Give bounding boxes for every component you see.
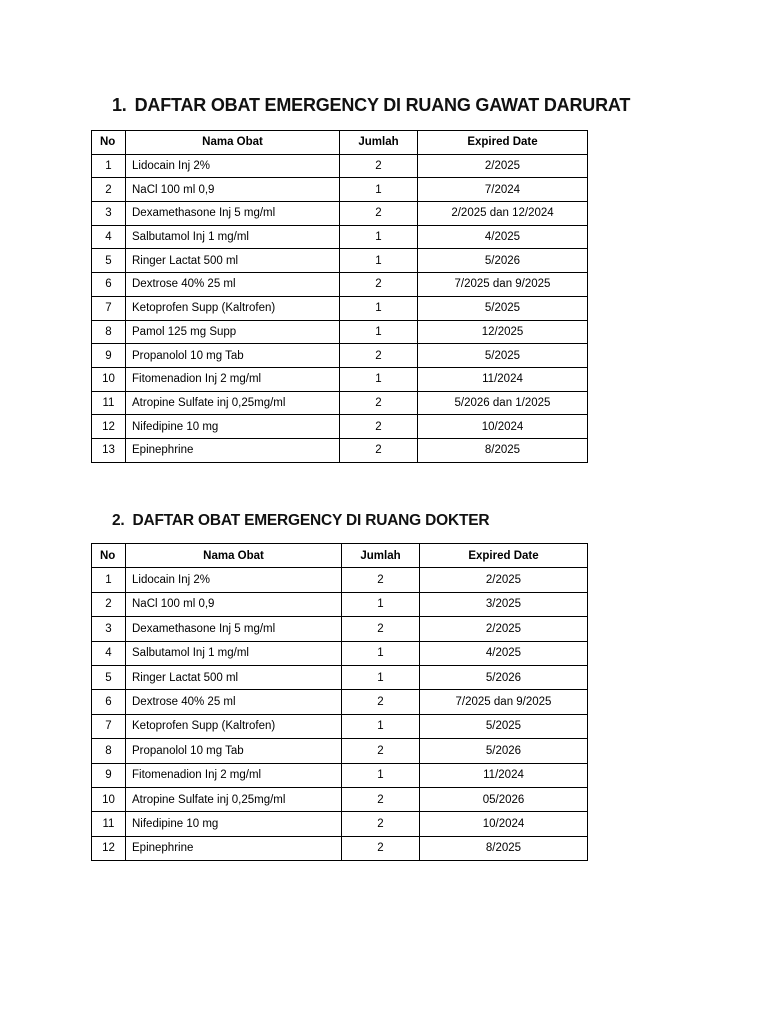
- cell-jumlah: 1: [342, 641, 420, 665]
- cell-nama-obat: Dextrose 40% 25 ml: [126, 273, 340, 297]
- section-1-number: 1.: [112, 95, 127, 115]
- table-row: [92, 617, 588, 641]
- table-row: [92, 787, 588, 811]
- cell-nama-obat: Ringer Lactat 500 ml: [126, 249, 340, 273]
- cell-nama-obat: Epinephrine: [126, 836, 342, 860]
- table-row: [92, 438, 588, 462]
- cell-nama-obat: Fitomenadion Inj 2 mg/ml: [126, 763, 342, 787]
- cell-nama-obat: Nifedipine 10 mg: [126, 812, 342, 836]
- cell-expired-date: 7/2025 dan 9/2025: [418, 273, 588, 297]
- cell-no: 10: [92, 787, 126, 811]
- cell-no: 12: [92, 836, 126, 860]
- cell-nama-obat: Salbutamol Inj 1 mg/ml: [126, 641, 342, 665]
- section-2-heading: DAFTAR OBAT EMERGENCY DI RUANG DOKTER: [132, 512, 490, 529]
- cell-expired-date: 8/2025: [420, 836, 588, 860]
- cell-no: 4: [92, 641, 126, 665]
- header-nama-obat: Nama Obat: [126, 544, 342, 568]
- cell-expired-date: 5/2026 dan 1/2025: [418, 391, 588, 415]
- cell-nama-obat: Lidocain Inj 2%: [126, 568, 342, 592]
- cell-jumlah: 2: [342, 836, 420, 860]
- cell-nama-obat: Dexamethasone Inj 5 mg/ml: [126, 202, 340, 226]
- cell-expired-date: 8/2025: [418, 438, 588, 462]
- cell-no: 12: [92, 415, 126, 439]
- cell-nama-obat: Pamol 125 mg Supp: [126, 320, 340, 344]
- cell-jumlah: 1: [340, 249, 418, 273]
- cell-jumlah: 2: [340, 415, 418, 439]
- cell-no: 9: [92, 344, 126, 368]
- table-row: [92, 391, 588, 415]
- cell-expired-date: 11/2024: [418, 367, 588, 391]
- cell-jumlah: 2: [340, 344, 418, 368]
- table-row: [92, 641, 588, 665]
- cell-jumlah: 2: [342, 617, 420, 641]
- cell-no: 6: [92, 690, 126, 714]
- table-row: [92, 178, 588, 202]
- cell-jumlah: 2: [340, 154, 418, 178]
- table-header-row: [92, 544, 588, 568]
- cell-expired-date: 11/2024: [420, 763, 588, 787]
- table-row: [92, 568, 588, 592]
- cell-nama-obat: Atropine Sulfate inj 0,25mg/ml: [126, 787, 342, 811]
- section-2-number: 2.: [112, 512, 125, 529]
- cell-jumlah: 1: [340, 320, 418, 344]
- cell-nama-obat: Ringer Lactat 500 ml: [126, 665, 342, 689]
- table-row: [92, 665, 588, 689]
- table-header-row: [92, 131, 588, 155]
- cell-jumlah: 2: [342, 568, 420, 592]
- cell-jumlah: 1: [342, 714, 420, 738]
- cell-nama-obat: Ketoprofen Supp (Kaltrofen): [126, 714, 342, 738]
- table-row: [92, 344, 588, 368]
- cell-jumlah: 2: [340, 391, 418, 415]
- table-row: [92, 202, 588, 226]
- cell-nama-obat: Lidocain Inj 2%: [126, 154, 340, 178]
- table-row: [92, 367, 588, 391]
- cell-nama-obat: Epinephrine: [126, 438, 340, 462]
- section-1-heading: DAFTAR OBAT EMERGENCY DI RUANG GAWAT DARURAT: [134, 95, 631, 115]
- cell-nama-obat: Propanolol 10 mg Tab: [126, 344, 340, 368]
- cell-expired-date: 5/2025: [418, 344, 588, 368]
- cell-expired-date: 7/2024: [418, 178, 588, 202]
- header-jumlah: Jumlah: [340, 131, 418, 155]
- cell-nama-obat: Dexamethasone Inj 5 mg/ml: [126, 617, 342, 641]
- cell-expired-date: 3/2025: [420, 592, 588, 616]
- header-nama-obat: Nama Obat: [126, 131, 340, 155]
- cell-nama-obat: Fitomenadion Inj 2 mg/ml: [126, 367, 340, 391]
- table-row: [92, 836, 588, 860]
- cell-no: 1: [92, 154, 126, 178]
- cell-expired-date: 5/2025: [418, 296, 588, 320]
- cell-no: 8: [92, 320, 126, 344]
- cell-no: 6: [92, 273, 126, 297]
- cell-no: 5: [92, 665, 126, 689]
- table-row: [92, 763, 588, 787]
- cell-jumlah: 1: [342, 592, 420, 616]
- header-no: No: [92, 544, 126, 568]
- cell-jumlah: 1: [340, 367, 418, 391]
- doctor-room-drug-table: [91, 543, 588, 861]
- cell-expired-date: 7/2025 dan 9/2025: [420, 690, 588, 714]
- cell-jumlah: 1: [340, 225, 418, 249]
- cell-nama-obat: NaCl 100 ml 0,9: [126, 592, 342, 616]
- cell-expired-date: 05/2026: [420, 787, 588, 811]
- emergency-room-drug-table: [91, 130, 588, 463]
- cell-no: 3: [92, 617, 126, 641]
- cell-jumlah: 1: [340, 296, 418, 320]
- cell-jumlah: 2: [340, 438, 418, 462]
- header-expired-date: Expired Date: [418, 131, 588, 155]
- cell-expired-date: 10/2024: [420, 812, 588, 836]
- table-row: [92, 154, 588, 178]
- cell-no: 7: [92, 714, 126, 738]
- table-row: [92, 592, 588, 616]
- cell-no: 1: [92, 568, 126, 592]
- header-jumlah: Jumlah: [342, 544, 420, 568]
- table-row: [92, 320, 588, 344]
- cell-no: 5: [92, 249, 126, 273]
- cell-expired-date: 4/2025: [420, 641, 588, 665]
- cell-jumlah: 1: [340, 178, 418, 202]
- cell-no: 2: [92, 178, 126, 202]
- cell-jumlah: 1: [342, 763, 420, 787]
- cell-jumlah: 2: [342, 787, 420, 811]
- section-2-title: [112, 512, 489, 530]
- cell-jumlah: 2: [340, 202, 418, 226]
- table-row: [92, 296, 588, 320]
- cell-jumlah: 2: [342, 812, 420, 836]
- cell-nama-obat: Nifedipine 10 mg: [126, 415, 340, 439]
- cell-jumlah: 2: [342, 739, 420, 763]
- cell-expired-date: 2/2025: [418, 154, 588, 178]
- cell-expired-date: 5/2026: [420, 739, 588, 763]
- cell-jumlah: 2: [342, 690, 420, 714]
- cell-nama-obat: Salbutamol Inj 1 mg/ml: [126, 225, 340, 249]
- table-row: [92, 273, 588, 297]
- cell-expired-date: 2/2025: [420, 617, 588, 641]
- cell-no: 7: [92, 296, 126, 320]
- cell-expired-date: 4/2025: [418, 225, 588, 249]
- cell-expired-date: 2/2025 dan 12/2024: [418, 202, 588, 226]
- header-no: No: [92, 131, 126, 155]
- cell-expired-date: 5/2025: [420, 714, 588, 738]
- cell-jumlah: 2: [340, 273, 418, 297]
- cell-expired-date: 5/2026: [420, 665, 588, 689]
- cell-expired-date: 10/2024: [418, 415, 588, 439]
- cell-expired-date: 12/2025: [418, 320, 588, 344]
- table-row: [92, 812, 588, 836]
- cell-no: 10: [92, 367, 126, 391]
- cell-nama-obat: Dextrose 40% 25 ml: [126, 690, 342, 714]
- cell-expired-date: 2/2025: [420, 568, 588, 592]
- table-row: [92, 690, 588, 714]
- section-1-title: [112, 95, 630, 116]
- cell-no: 2: [92, 592, 126, 616]
- cell-no: 8: [92, 739, 126, 763]
- cell-jumlah: 1: [342, 665, 420, 689]
- table-row: [92, 739, 588, 763]
- cell-no: 3: [92, 202, 126, 226]
- cell-nama-obat: Propanolol 10 mg Tab: [126, 739, 342, 763]
- table-row: [92, 415, 588, 439]
- table-row: [92, 225, 588, 249]
- cell-no: 13: [92, 438, 126, 462]
- cell-expired-date: 5/2026: [418, 249, 588, 273]
- cell-nama-obat: Atropine Sulfate inj 0,25mg/ml: [126, 391, 340, 415]
- table-row: [92, 714, 588, 738]
- cell-no: 11: [92, 391, 126, 415]
- cell-no: 4: [92, 225, 126, 249]
- cell-no: 9: [92, 763, 126, 787]
- cell-nama-obat: NaCl 100 ml 0,9: [126, 178, 340, 202]
- cell-no: 11: [92, 812, 126, 836]
- table-row: [92, 249, 588, 273]
- header-expired-date: Expired Date: [420, 544, 588, 568]
- cell-nama-obat: Ketoprofen Supp (Kaltrofen): [126, 296, 340, 320]
